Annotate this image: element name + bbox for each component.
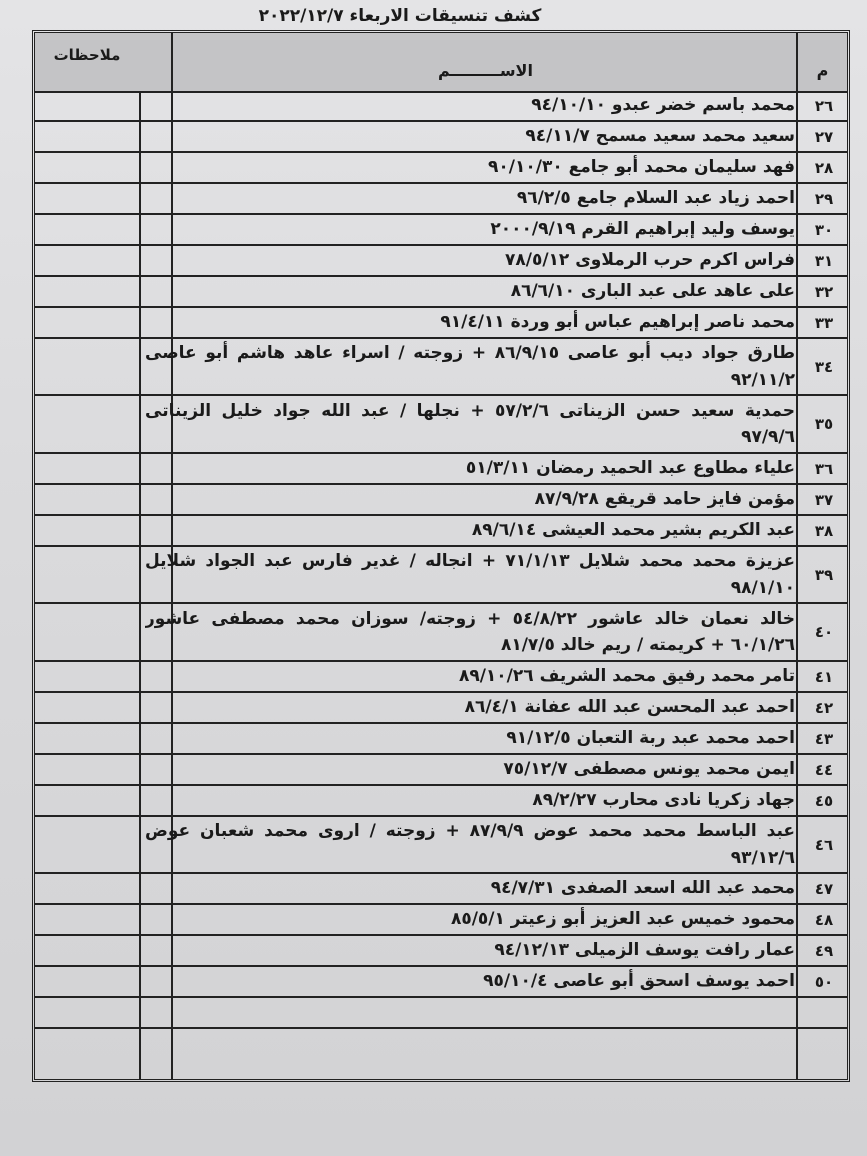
row-name-entry: فهد سليمان محمد أبو جامع ٩٠/١٠/٣٠ [488, 157, 795, 178]
table-row [35, 184, 847, 215]
table-row [35, 905, 847, 936]
table-row [35, 396, 847, 454]
table-row [35, 547, 847, 604]
empty-table-row [35, 998, 847, 1029]
row-name-entry: ايمن محمد يونس مصطفى ٧٥/١٢/٧ [503, 759, 795, 780]
row-number: ٢٨ [814, 158, 834, 177]
row-name-entry: سعيد محمد سعيد مسمح ٩٤/١١/٧ [525, 126, 795, 147]
table-row [35, 308, 847, 339]
table-body [35, 91, 847, 1029]
row-number: ٥٠ [814, 972, 834, 991]
row-number: ٣٩ [814, 565, 834, 584]
row-number: ٢٦ [814, 96, 834, 115]
row-name-entry: احمد زياد عبد السلام جامع ٩٦/٢/٥ [516, 188, 795, 209]
row-name-entry: تامر محمد رفيق محمد الشريف ٨٩/١٠/٢٦ [458, 666, 795, 687]
row-name-entry: عبد الباسط محمد محمد عوض ٨٧/٩/٩ + زوجته / اروى محمد شعبان عوض ٩٣/١٢/٦ [145, 821, 795, 868]
row-name-entry: علياء مطاوع عبد الحميد رمضان ٥١/٣/١١ [465, 458, 795, 479]
row-number: ٣٤ [814, 357, 834, 376]
row-name-entry: احمد يوسف اسحق أبو عاصى ٩٥/١٠/٤ [483, 971, 795, 992]
page-title: كشف تنسيقات الاربعاء ٢٠٢٢/١٢/٧ [258, 6, 542, 26]
column-header-name: الاســـــــــم [171, 33, 798, 91]
row-number: ٤٠ [814, 623, 834, 641]
row-name-entry: على عاهد على عبد البارى ٨٦/٦/١٠ [510, 281, 795, 302]
table-row [35, 215, 847, 246]
table-row [35, 817, 847, 874]
row-number: ٤٧ [814, 879, 834, 898]
row-name-entry: محمود خميس عبد العزيز أبو زعيتر ٨٥/٥/١ [450, 909, 795, 930]
table-row [35, 662, 847, 693]
table-row [35, 693, 847, 724]
row-name-entry: جهاد زكريا نادى محارب ٨٩/٢/٢٧ [532, 790, 795, 811]
table-row [35, 485, 847, 516]
row-name-entry: عمار رافت يوسف الزميلى ٩٤/١٢/١٣ [494, 940, 795, 961]
row-name-entry: مؤمن فايز حامد قريقع ٨٧/٩/٢٨ [534, 489, 795, 510]
table-row [35, 91, 847, 122]
row-number: ٤٣ [814, 729, 834, 748]
row-name-entry: محمد باسم خضر عبدو ٩٤/١٠/١٠ [531, 95, 795, 116]
table-row [35, 516, 847, 547]
column-header-number: م [796, 33, 847, 91]
row-number: ٣٧ [814, 490, 834, 509]
table-row [35, 454, 847, 485]
row-name-entry: خالد نعمان خالد عاشور ٥٤/٨/٢٢ + زوجته/ سوزان محمد مصطفى عاشور ٦٠/١/٢٦ + كريمته / ريم خالد ٨١/٧/٥ [145, 608, 795, 655]
row-number: ٤١ [814, 667, 834, 686]
table-row [35, 724, 847, 755]
table-row [35, 786, 847, 817]
table-row [35, 755, 847, 786]
table-row [35, 874, 847, 905]
row-name-entry: طارق جواد ديب أبو عاصى ٨٦/٩/١٥ + زوجته / اسراء عاهد هاشم أبو عاصى ٩٢/١١/٢ [145, 343, 795, 390]
table-row [35, 936, 847, 967]
row-number: ٢٩ [814, 189, 834, 208]
names-table [32, 30, 850, 1082]
row-number: ٣٨ [814, 521, 834, 540]
row-name-entry: حمدية سعيد حسن الزيناتى ٥٧/٢/٦ + نجلها / عبد الله جواد خليل الزيناتى ٩٧/٩/٦ [145, 400, 795, 447]
row-number: ٢٧ [814, 127, 834, 146]
row-name-entry: عبد الكريم بشير محمد العيشى ٨٩/٦/١٤ [471, 520, 795, 541]
table-header [35, 33, 847, 93]
table-row [35, 339, 847, 396]
row-number: ٤٦ [814, 835, 834, 854]
row-name-entry: فراس اكرم حرب الرملاوى ٧٨/٥/١٢ [504, 250, 795, 271]
table-row [35, 967, 847, 998]
row-name-entry: يوسف وليد إبراهيم القرم ٢٠٠٠/٩/١٩ [490, 219, 795, 240]
row-number: ٣٣ [814, 313, 834, 332]
row-number: ٤٨ [814, 910, 834, 929]
row-number: ٣٢ [814, 282, 834, 301]
table-row [35, 122, 847, 153]
row-name-entry: محمد عبد الله اسعد الصفدى ٩٤/٧/٣١ [490, 878, 795, 899]
table-row [35, 277, 847, 308]
column-header-notes: ملاحظات [53, 46, 121, 64]
row-number: ٤٩ [814, 941, 834, 960]
row-name-entry: عزيزة محمد محمد شلايل ٧١/١/١٣ + انجاله / غدير فارس عبد الجواد شلايل ٩٨/١/١٠ [145, 551, 795, 598]
table-row [35, 246, 847, 277]
row-name-entry: محمد ناصر إبراهيم عباس أبو وردة ٩١/٤/١١ [440, 312, 795, 333]
row-number: ٣٥ [814, 415, 834, 433]
table-row [35, 604, 847, 662]
row-number: ٤٢ [814, 698, 834, 717]
table-row [35, 153, 847, 184]
row-number: ٤٤ [814, 760, 834, 779]
row-number: ٤٥ [814, 791, 834, 810]
row-name-entry: احمد عبد المحسن عبد الله عفانة ٨٦/٤/١ [464, 697, 795, 718]
row-number: ٣٠ [814, 220, 834, 239]
row-number: ٣٦ [814, 459, 834, 478]
row-number: ٣١ [814, 251, 834, 270]
row-name-entry: احمد محمد عبد ربة التعبان ٩١/١٢/٥ [506, 728, 795, 749]
